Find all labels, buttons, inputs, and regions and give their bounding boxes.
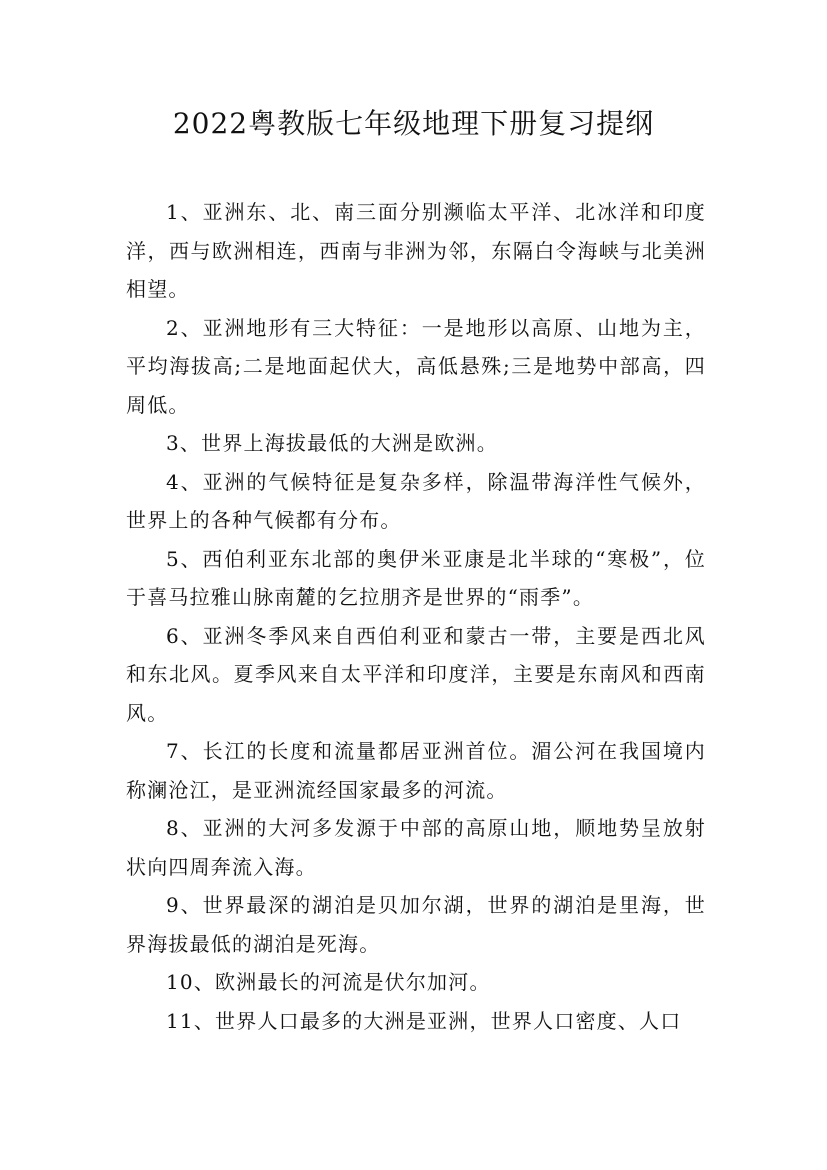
paragraph-8: 8、亚洲的大河多发源于中部的高原山地，顺地势呈放射状向四周奔流入海。: [126, 816, 706, 879]
paragraph-3: 3、世界上海拔最低的大洲是欧洲。: [166, 431, 498, 455]
paragraph-10: 10、欧洲最长的河流是伏尔加河。: [166, 970, 491, 994]
paragraph-6: 6、亚洲冬季风来自西伯利亚和蒙古一带，主要是西北风和东北风。夏季风来自太平洋和印度洋，主要是东南风和西南风。: [126, 623, 706, 725]
paragraph-7: 7、长江的长度和流量都居亚洲首位。湄公河在我国境内称澜沧江，是亚洲流经国家最多的河流。: [126, 739, 706, 802]
document-title: 2022粤教版七年级地理下册复习提纲: [172, 107, 655, 140]
paragraph-11: 11、世界人口最多的大洲是亚洲，世界人口密度、人口: [166, 1008, 682, 1033]
paragraph-2: 2、亚洲地形有三大特征：一是地形以高原、山地为主，平均海拔高;二是地面起伏大，高低悬殊;三是地势中部高，四周低。: [126, 315, 706, 417]
paragraph-1: 1、亚洲东、北、南三面分别濒临太平洋、北冰洋和印度洋，西与欧洲相连，西南与非洲为邻，东隔白令海峡与北美洲相望。: [126, 200, 706, 301]
paragraph-4: 4、亚洲的气候特征是复杂多样，除温带海洋性气候外，世界上的各种气候都有分布。: [126, 469, 706, 532]
document-body: [126, 193, 706, 1040]
paragraph-9: 9、世界最深的湖泊是贝加尔湖，世界的湖泊是里海，世界海拔最低的湖泊是死海。: [126, 893, 706, 956]
paragraph-5: 5、西伯利亚东北部的奥伊米亚康是北半球的“寒极”，位于喜马拉雅山脉南麓的乞拉朋齐是世界的“雨季”。: [126, 546, 706, 609]
